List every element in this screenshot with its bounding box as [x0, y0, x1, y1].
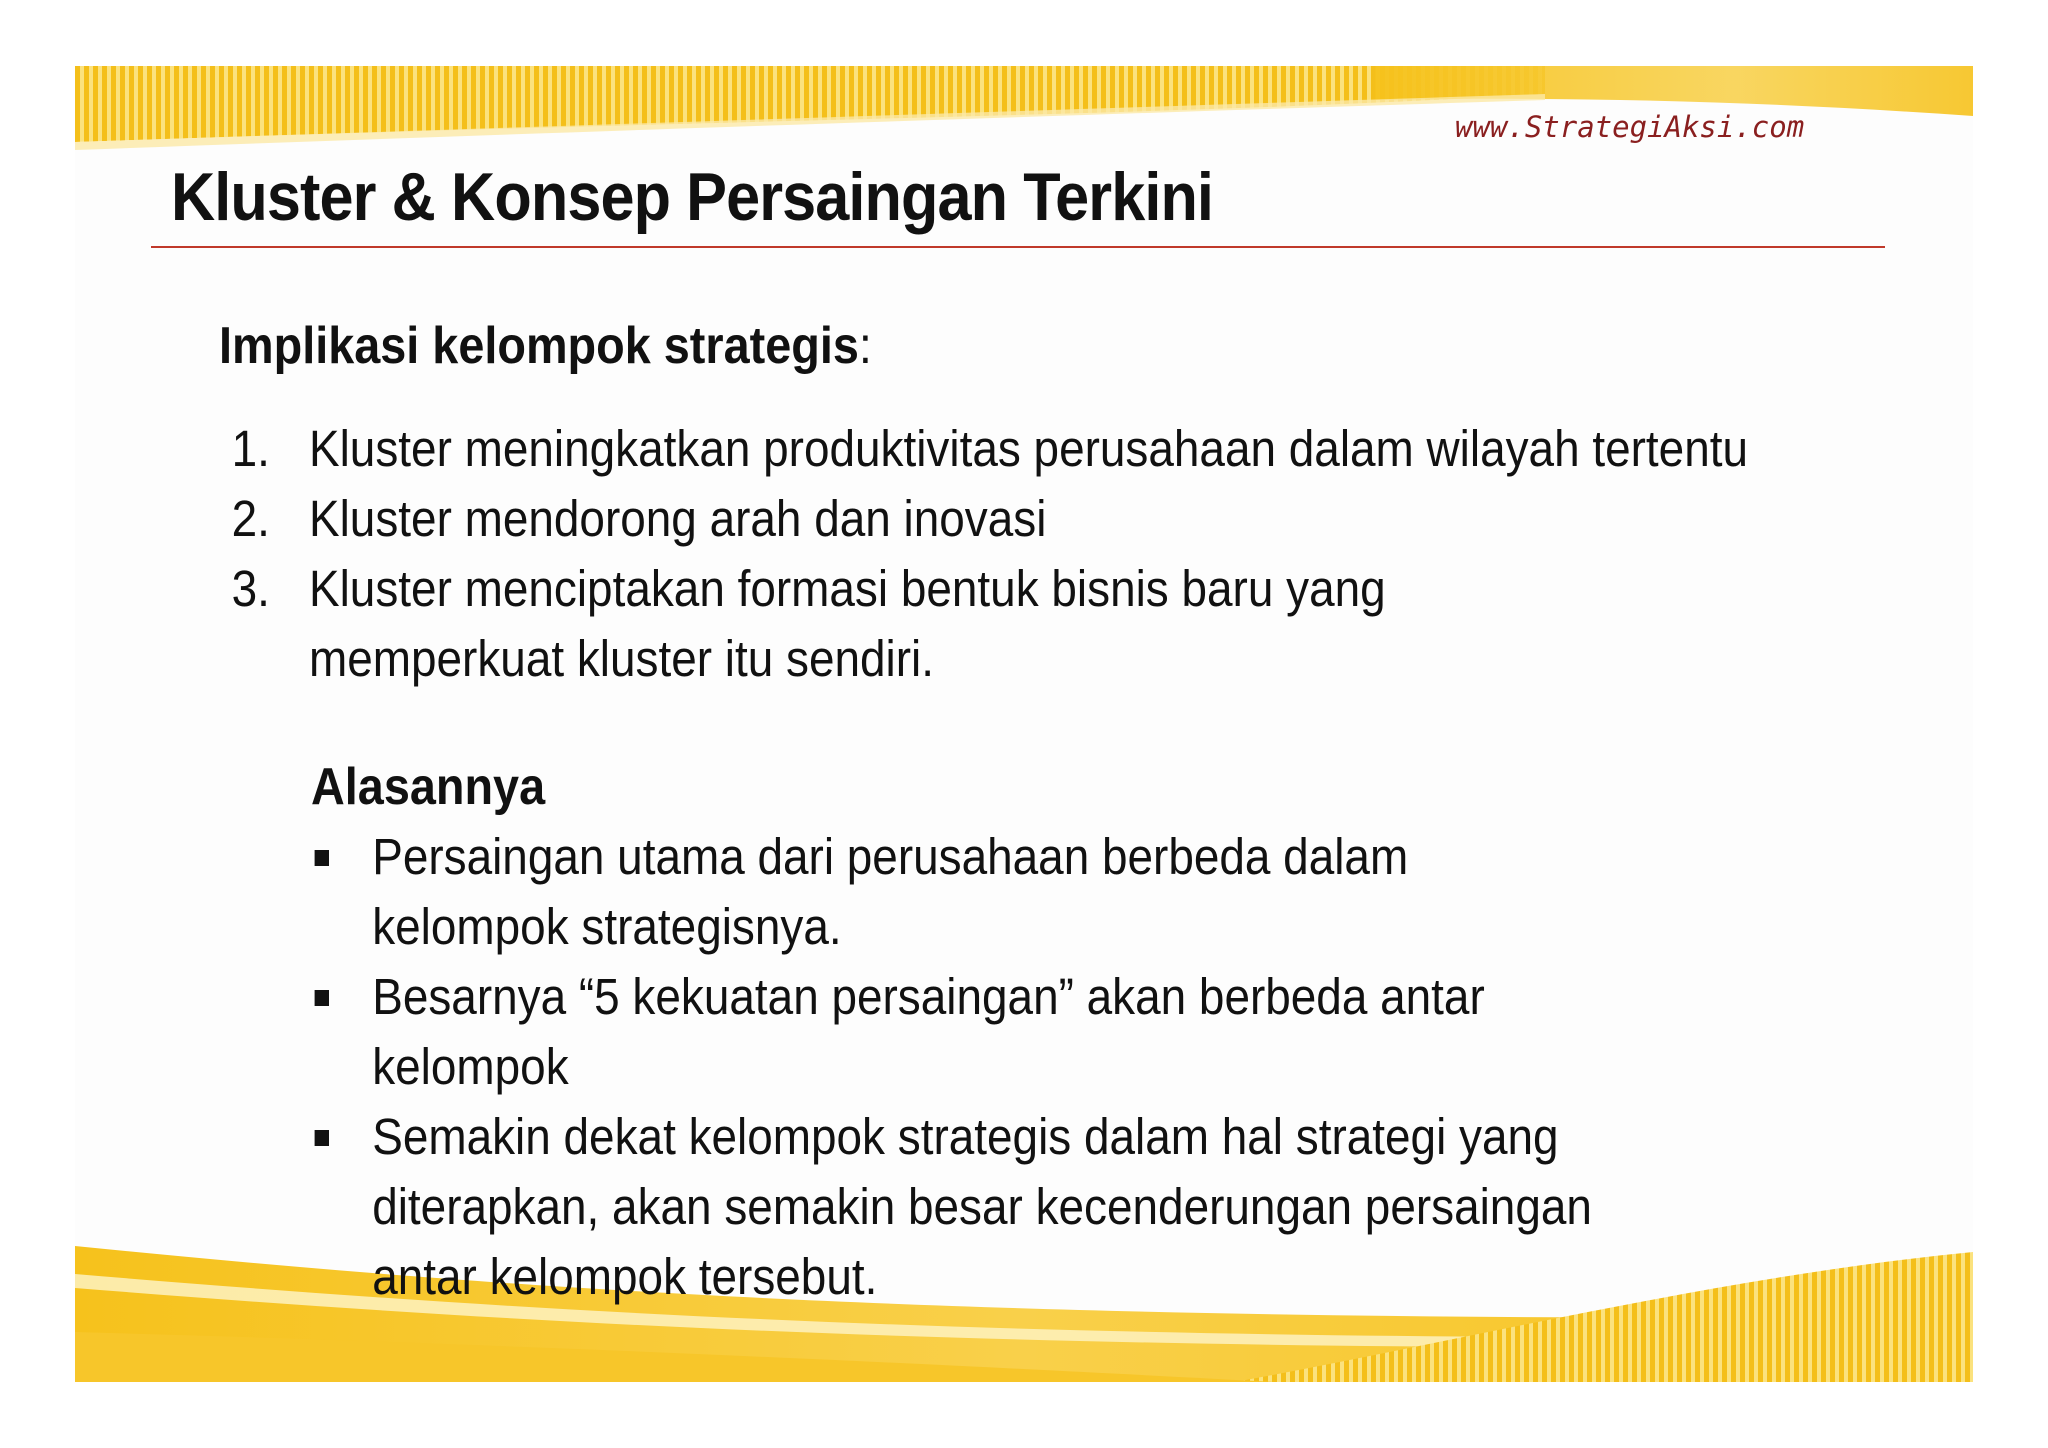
subtitle-colon: : — [858, 317, 872, 375]
list-item-text: Kluster menciptakan formasi bentuk bisnis baru yang memperkuat kluster itu sendiri. — [309, 560, 1386, 687]
subtitle-text: Implikasi kelompok strategis — [219, 317, 859, 375]
numbered-list — [219, 414, 1919, 694]
bullet-text: Besarnya “5 kekuatan persaingan” akan berbeda antar kelompok — [372, 968, 1485, 1095]
bullet-item — [311, 822, 1488, 962]
list-number: 1. — [231, 420, 270, 477]
list-item — [219, 484, 1749, 554]
slide-content — [219, 316, 1919, 1312]
list-item — [219, 414, 1749, 484]
bullet-text: Semakin dekat kelompok strategis dalam hal strategi yang diterapkan, akan semakin besar kecenderungan persaingan antar kelompok tersebut. — [372, 1108, 1592, 1305]
slide-title: Kluster & Konsep Persaingan Terkini — [171, 159, 1214, 235]
slide — [75, 66, 1973, 1382]
bullet-item — [311, 962, 1632, 1102]
list-item-text: Kluster mendorong arah dan inovasi — [309, 490, 1047, 547]
list-number: 2. — [231, 490, 270, 547]
bullet-text: Persaingan utama dari perusahaan berbeda dalam kelompok strategisnya. — [372, 828, 1409, 955]
reasons-heading: Alasannya — [311, 758, 546, 816]
section-subtitle — [219, 316, 1749, 376]
reasons-section — [311, 752, 1919, 1312]
bullet-item — [311, 1102, 1668, 1312]
list-number: 3. — [231, 560, 270, 617]
list-item-text: Kluster meningkatkan produktivitas perusahaan dalam wilayah tertentu — [309, 420, 1749, 477]
title-divider — [151, 246, 1885, 248]
square-bullet-icon — [315, 1130, 329, 1146]
square-bullet-icon — [315, 990, 329, 1006]
list-item — [219, 554, 1497, 694]
square-bullet-icon — [315, 850, 329, 866]
website-url: www.StrategiAksi.com — [1455, 110, 1805, 144]
